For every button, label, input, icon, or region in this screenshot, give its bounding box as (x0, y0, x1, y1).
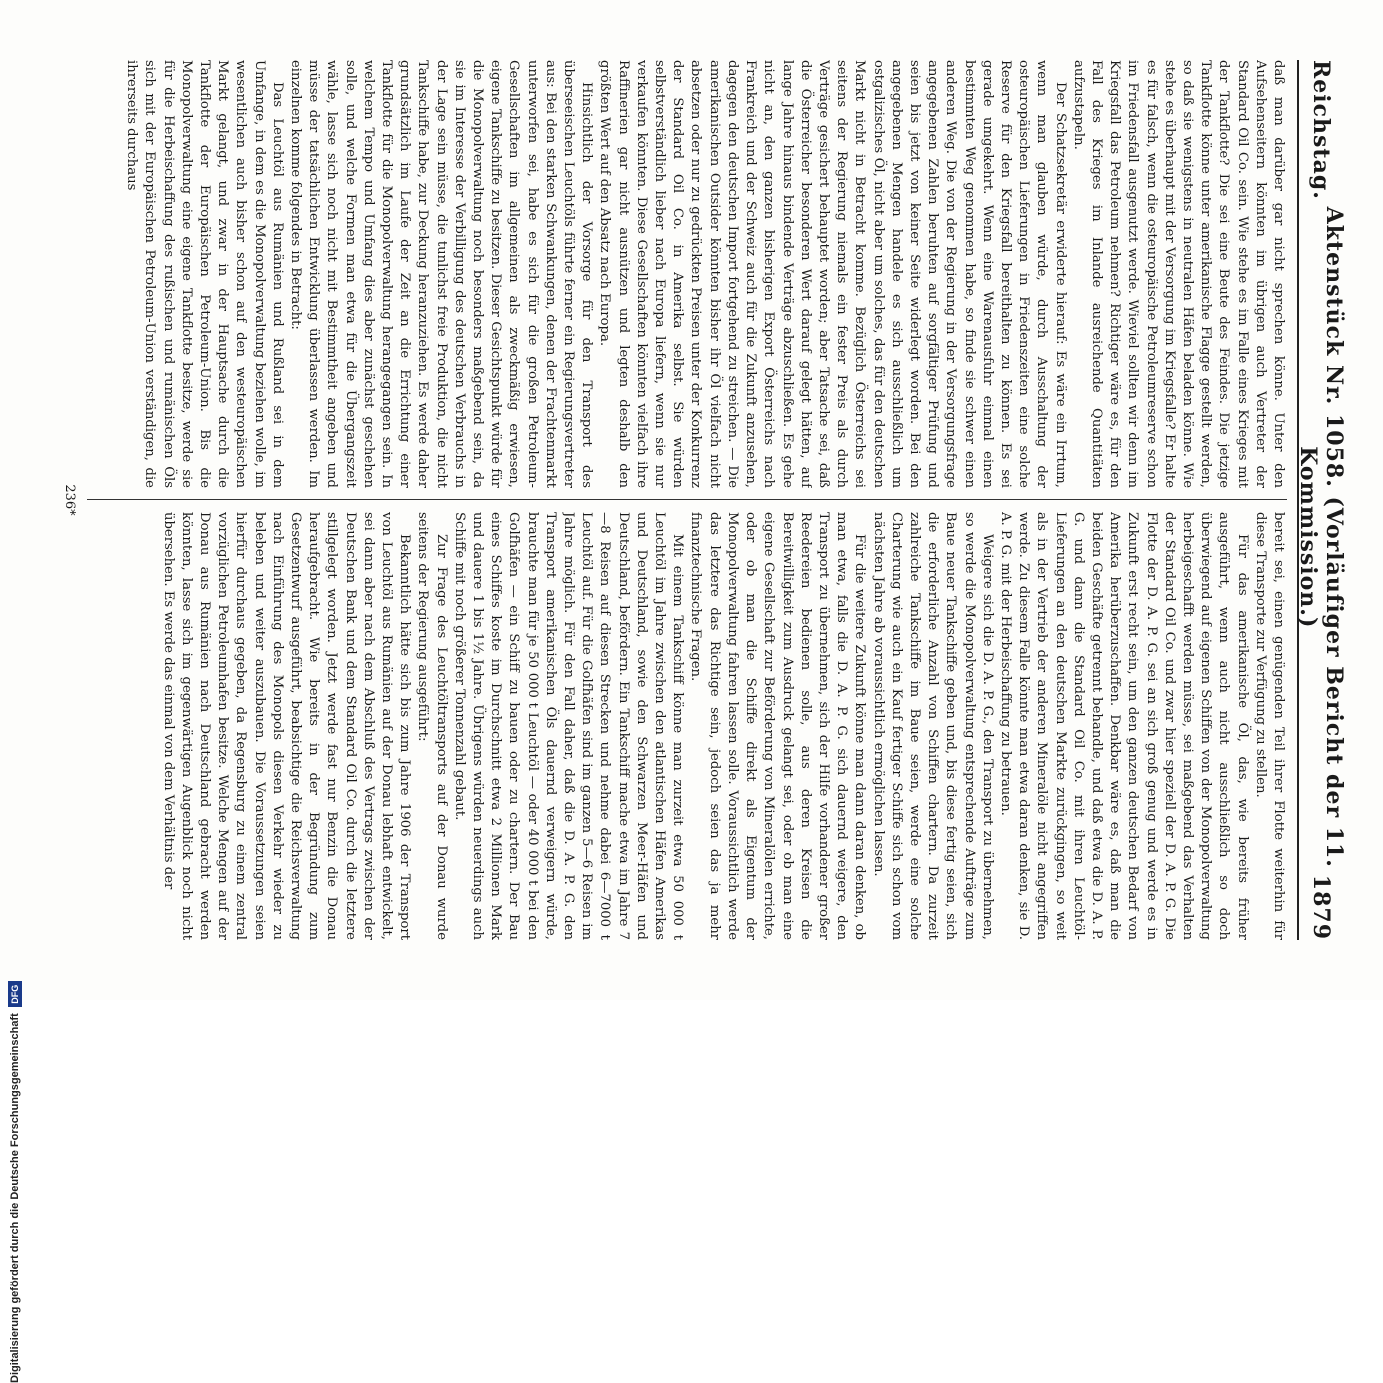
paragraph: Zur Frage des Leuchtöltransports auf der Donau wurde seitens der Regierung ausgeführt: (415, 512, 449, 940)
dfg-logo-icon: DFG (8, 981, 22, 1007)
page-header (1295, 60, 1347, 940)
paragraph: Hinsichtlich der Vorsorge für den Transport des überseeischen Leuchtöls führte ferner ein Regierungsvertreter aus: Bei den starken Schwankungen, denen der Frachtenmarkt unterworfen sei, habe es sich für die großen Petroleum-Gesellschaften im allgemeinen als zweckmäßig erwiesen, eigene Tankschiffe zu besitzen. Dieser Gesichtspunkt würde für die Monopolverwaltung noch besonders maßgebend sein, da sie im Interesse der Verbilligung des deutschen Verbrauchs in der Lage sein müsse, die tunlichst freie Produktion, die nicht Tankschiffe habe, zur Deckung heranzuziehen. Es werde daher grundsätzlich im Laufe der Zeit an die Errichtung einer Tankflotte für die Monopolverwaltung herangegangen sein. In welchem Tempo und Umfang dies aber zunächst geschehen solle, und welche Formen man etwa für die Übergangszeit wähle, lasse sich noch nicht mit Bestimmtheit angeben und müsse der tatsächlichen Entwicklung überlassen werden. Im einzelnen komme folgendes in Betracht: (288, 60, 595, 488)
page-number: 1879 (1308, 874, 1334, 940)
paragraph: Für das amerikanische Öl, das, wie bereits früher ausgeführt, wenn auch nicht ausschließlich so doch überwiegend auf eigenen Schiffen von der Monopolverwaltung herbeigeschafft werden müsse, sei maßgebend das Verhalten der Standard Oil Co. und zwar hier speziell der D. A. P. G. Die Flotte der D. A. P. G. sei an sich groß genug und werde es in Zukunft erst recht sein, um den ganzen deutschen Bedarf von Amerika herüberzuschaffen. Denkbar wäre es, daß man die beiden Geschäfte getrennt behandle, und daß etwa die D. A. P. G. und dann die Standard Oil Co. mit ihren Leuchtöl-Lieferungen an den deutschen Markte zurückgingen, so weit als in der Vertrieb der anderen Mineralöle nicht angegriffen werde. Zu diesem Falle könnte man etwa daran denken, sie D. A. P. G. mit der Herbeischaffung zu betrauen. (997, 512, 1250, 940)
digitization-note (8, 483, 30, 1383)
paragraph: Bekanntlich hätte sich bis zum Jahre 1906 der Transport von Leuchtöl aus Rumänien auf der Donau lebhaft entwickelt, sei dann aber nach dem Abschluß des Vertrags zwischen der Deutschen Bank und dem Standard Oil Co. durch die letztere stillgelegt worden. Jetzt werde fast nur Benzin die Donau heraufgebracht. Wie bereits in der Begründung zum Gesetzentwurf ausgeführt, beabsichtige die Reichsverwaltung nach Einführung des Monopols diesen Verkehr wieder zu beleben und weiter auszubauen. Die Voraussetzungen seien hierfür durchaus gegeben, da Regensburg zu einem zentral vorzüglichen Petroleumhafen besitze. Welche Mengen auf der Donau aus Rumänien nach Deutschland gebracht werden könnten, lasse sich im gegenwärtigen Augenblick noch nicht übersehen. Es werde das einmal von dem Verhältnis der (160, 512, 413, 940)
column-divider (87, 488, 1287, 512)
header-section-label: Reichstag. (1308, 60, 1334, 200)
sheet-mark: 236* (62, 484, 77, 516)
paragraph: daß man darüber gar nicht sprechen könne. Unter den Aufsehenseitern könnten im übrigen auch Vertreter der Standard Oil Co. sein. Wie stehe es im Falle eines Krieges mit der Tankflotte? Die sei eine Beute des Feindes. Die jetzige Tankflotte könne unter amerikanische Flagge gestellt werden, so daß sie wenigstens in neutralen Häfen beladen könne. Wie stehe es überhaupt mit der Versorgung im Kriegsfalle? Er halte es für falsch, wenn die osteuropäische Petroleumreserve schon im Friedensfall ausgenutzt werde. Wieviel sollten wir denn im Kriegsfall das Petroleum nehmen? Richtiger wäre es, für den Fall des Krieges im Inlande ausreichende Quantitäten aufzustapeln. (1070, 60, 1286, 488)
digitization-note-text: Digitalisierung gefördert durch die Deutsche Forschungsgemeinschaft (8, 1013, 21, 1383)
paragraph: Mit einem Tankschiff könne man zurzeit etwa 50 000 t Leuchtöl im Jahre zwischen den atlantischen Häfen Amerikas und Deutschland, sowie den Schwarzen Meer-Häfen und Deutschland, befördern. Ein Tankschiff mache etwa im Jahre 7—8 Reisen auf diesen Strecken und nehme dabei 6—7000 t Leuchtöl auf. Für die Golfhäfen sind im ganzen 5—6 Reisen im Jahre möglich. Für den Fall daher, daß die D. A. P. G. den Transport amerikanischen Öls dauernd verweigern würde, brauchte man für je 50 000 t Leuchtöl — oder 40 000 t bei den Golfhäfen — ein Schiff zu bauen oder zu chartern. Der Bau eines Schiffes koste im Durchschnitt etwa 2 Millionen Mark und dauere 1 bis 1½ Jahre. Übrigens würden neuerdings auch Schiffe mit noch größerer Tonnenzahl gebaut. (451, 512, 686, 940)
left-column (87, 60, 1287, 488)
paragraph: Für die weitere Zukunft könne man dann daran denken, ob man etwa, falls die D. A. P. G. sich dauernd weigere, den Transport zu übernehmen, sich der Hilfe vorhandener großer Reedereien bedienen solle, aus deren Kreisen die Bereitwilligkeit zum Ausdruck gelangt sei, oder ob man eine eigene Gesellschaft zur Beförderung von Mineralölen errichte, oder ob man die Schiffe direkt als Eigentum der Monopolverwaltung fahren lassen solle. Voraussichtlich werde das letztere das Richtige sein, jedoch seien das ja mehr finanztechnische Fragen. (688, 512, 868, 940)
paragraph: Weigere sich die D. A. P. G., den Transport zu übernehmen, so werde die Monopolverwaltung entsprechende Aufträge zum Baue neuer Tankschiffe geben und, bis diese fertig seien, sich die erforderliche Anzahl von Schiffen chartern. Da zurzeit zahlreiche Tankschiffe im Baue seien, werde eine solche Charterung wie auch ein Kauf fertiger Schiffe sich schon vom nächsten Jahre ab voraussichtlich ermöglichen lassen. (870, 512, 995, 940)
paragraph: bereit sei, einen genügenden Teil ihrer Flotte weiterhin für diese Transporte zur Verfügung zu stellen. (1252, 512, 1286, 940)
header-title: Aktenstück Nr. 1058. (Vorläufiger Bericht der 11. Kommission.) (1295, 206, 1347, 868)
text-columns (87, 60, 1287, 940)
paragraph: Der Schatzsekretär erwiderte hierauf: Es wäre ein Irrtum, wenn man glauben würde, durch Ausschaltung der osteuropäischen Lieferungen in Friedenszeiten eine solche Reserve für den Kriegsfall bereithalten zu können. Es sei gerade umgekehrt. Wenn eine Warenausfuhr einmal einen bestimmten Weg genommen habe, so finde sie schwer einen anderen Weg. Die von der Regierung in der Versorgungsfrage angegebenen Zahlen beruhten auf sorgfältiger Prüfung und seien bis jetzt von keiner Seite widerlegt worden. Bei den angegebenen Mengen handele es sich ausschließlich um ostgalizisches Öl, nicht aber um solches, das für den deutschen Markt nicht in Betracht komme. Bezüglich Österreichs sei seitens der Regierung niemals ein fester Preis als durch Verträge gesichert behauptet worden; aber Tatsache sei, daß die Österreicher besonderen Wert darauf gelegt hätten, auf lange Jahre hinaus bindende Verträge abzuschließen. Es gehe nicht an, den ganzen bisherigen Export Österreichs nach Frankreich und der Schweiz auch für die Zukunft anzusehen, dagegen den deutschen Import fortgehend zu streichen. — Die amerikanischen Outsider könnten bisher ihr Öl vielfach nicht absetzen oder nur zu gedrückten Preisen unter der Konkurrenz der Standard Oil Co. in Amerika selbst. Sie würden selbstverständlich lieber nach Europa liefern, wenn sie nur verkaufen könnten. Diese Gesellschaften könnten vielfach ihre Raffinerien gar nicht ausnützen und legten deshalb den größten Wert auf den Absatz nach Europa. (597, 60, 1068, 488)
right-column (87, 512, 1287, 940)
paragraph: Das Leuchtöl aus Rumänien und Rußland sei in dem Umfange, in dem es die Monopolverwaltung beziehen wolle, im wesentlichen auch bisher schon auf den westeuropäischen Markt gelangt, und zwar in der Hauptsache durch die Tankflotte der Europäischen Petroleum-Union. Bis die Monopolverwaltung eine eigene Tankflotte besitze, werde sie für die Herbeischaffung des rußischen und rumänischen Öls sich mit der Europäischen Petroleum-Union verständigen, die ihrerseits durchaus (124, 60, 285, 488)
